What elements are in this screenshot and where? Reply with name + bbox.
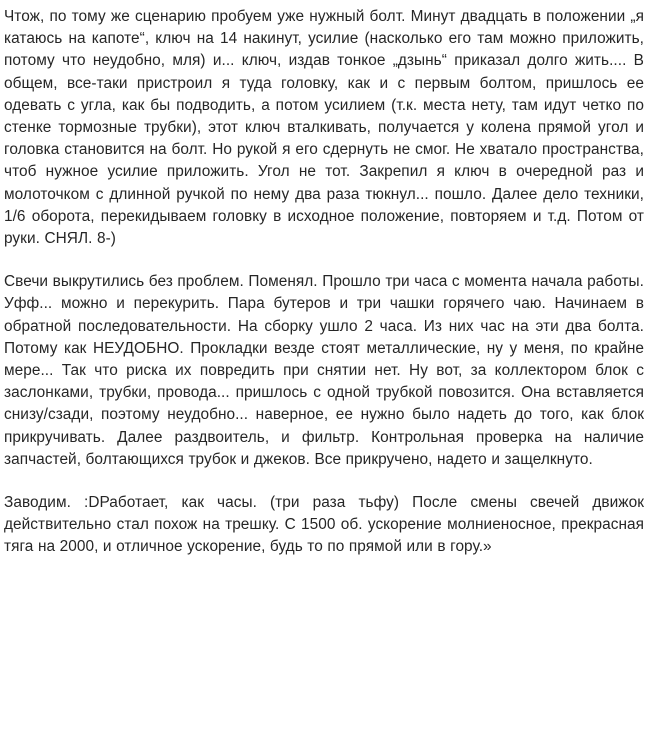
- paragraph-1: Чтож, по тому же сценарию пробуем уже нужный болт. Минут двадцать в положении „я катаюсь на капоте“, ключ на 14 накинут, усилие (насколько его там можно приложить, потому что неудобно, мля) и... ключ, издав тонкое „дзынь“ приказал долго жить.... В общем, все-таки пристроил я туда головку, как и с первым болтом, пришлось ее одевать с угла, как бы подводить, а потом усилием (т.к. места нету, там идут четко по стенке тормозные трубки), этот ключ вталкивать, получается у колена прямой угол и головка становится на болт. Но рукой я его сдернуть не смог. Не хватало пространства, чтоб нужное усилие приложить. Угол не тот. Закрепил я ключ в очередной раз и молоточком с длинной ручкой по нему два раза тюкнул... пошло. Далее дело техники, 1/6 оборота, перекидываем головку в исходное положение, повторяем и т.д. Потом от руки. СНЯЛ. 8-): [4, 8, 644, 248]
- paragraph-2: Свечи выкрутились без проблем. Поменял. Прошло три часа с момента начала работы. Уфф... можно и перекурить. Пара бутеров и три чашки горячего чаю. Начинаем в обратной последовательности. На сборку ушло 2 часа. Из них час на эти два болта. Потому как НЕУДОБНО. Прокладки везде стоят металлические, ну у меня, по крайне мере... Так что риска их повредить при снятии нет. Ну вот, за коллектором блок с заслонками, трубки, провода... пришлось с одной трубкой повозится. Она вставляется снизу/сзади, поэтому неудобно... наверное, ее нужно было надеть до того, как блок прикручивать. Далее раздвоитель, и фильтр. Контрольная проверка на наличие запчастей, болтающихся трубок и джеков. Все прикручено, надето и защелкнуто.: [4, 273, 644, 468]
- paragraph-3: Заводим. :DРаботает, как часы. (три раза тьфу) После смены свечей движок действительно стал похож на трешку. С 1500 об. ускорение молниеносное, прекрасная тяга на 2000, и отличное ускорение, будь то по прямой или в гору.»: [4, 494, 644, 556]
